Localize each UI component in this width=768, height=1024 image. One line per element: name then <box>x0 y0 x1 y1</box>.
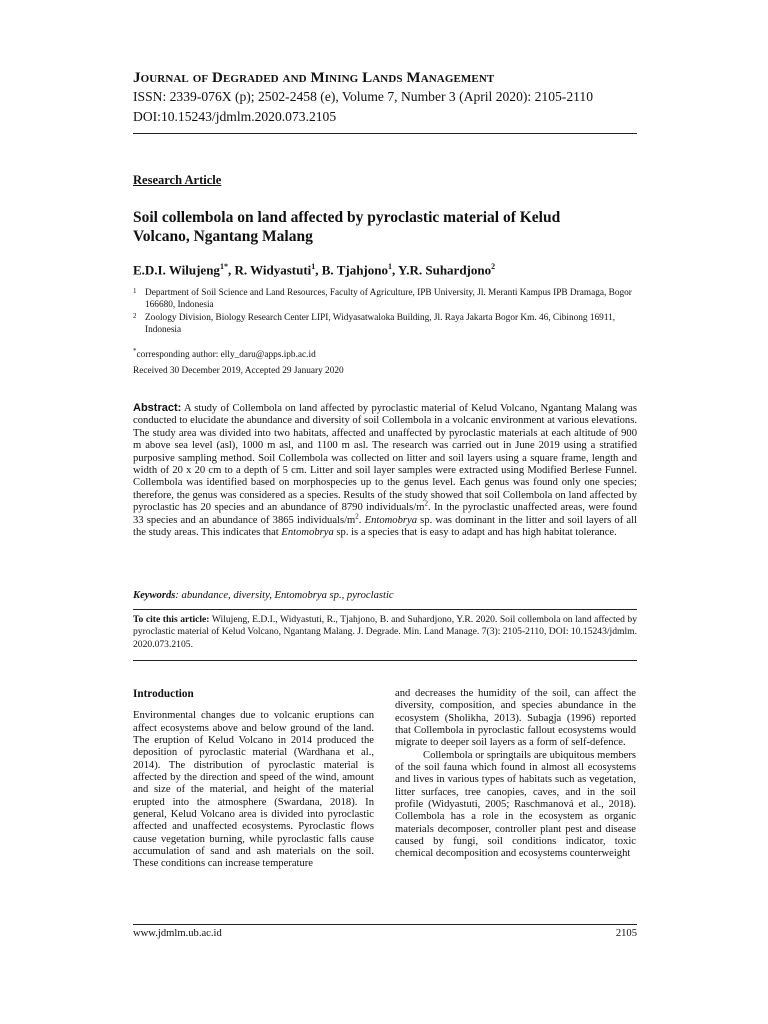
cite-bottom-rule <box>133 660 637 661</box>
corresponding-mark: * <box>133 347 137 355</box>
author-separator: , <box>315 262 322 278</box>
author-affil-mark: 1 <box>311 262 316 271</box>
abstract-text: . In the pyroclastic unaffected areas, were found 33 species and an abundance of 3865 individuals/m <box>133 502 637 526</box>
abstract <box>133 402 637 539</box>
section-heading: Introduction <box>133 688 194 700</box>
affiliation-text: Department of Soil Science and Land Resources, Faculty of Agriculture, IPB University, Jl. Meranti Kampus IPB Dramaga, Bogor 166680, Indonesia <box>145 288 632 310</box>
superscript: 2 <box>424 499 428 508</box>
affiliations <box>133 287 637 337</box>
footer-url[interactable]: www.jdmlm.ub.ac.id <box>133 928 222 939</box>
author-affil-mark: 2 <box>491 262 496 271</box>
page-number: 2105 <box>615 928 637 939</box>
received-date: Received 30 December 2019, Accepted 29 January 2020 <box>133 366 344 376</box>
article-title: Soil collembola on land affected by pyroclastic material of Kelud Volcano, Ngantang Malang <box>133 209 561 245</box>
author-name: R. Widyastuti <box>234 262 312 278</box>
affiliation-text: Zoology Division, Biology Research Center LIPI, Widyasatwaloka Building, Jl. Raya Jakarta Bogor Km. 46, Cibinong 16911, Indonesia <box>145 313 616 335</box>
affiliation-number: 1 <box>133 287 137 295</box>
left-column <box>133 688 374 871</box>
abstract-text: A study of Collembola on land affected by pyroclastic material of Kelud Volcano, Ngantang Malang was conducted to elucidate the abundance and diversity of soil Collembola in a volcanic environment at various elevations. The study area was divided into two habitats, affected and unaffected by pyroclastic materials at each altitude of 900 m above sea level (asl), 1000 m asl, and 1100 m asl. The research was carried out in June 2019 using a stratified purposive sampling method. Soil Collembola was collected on litter and soil layers using a square frame, length and width of 20 x 20 cm to a depth of 5 cm. Litter and soil layer samples were extracted using Modified Berlese Funnel. Collembola was identified based on morphospecies up to the genus level. Each genus was found only one species; therefore, the genus was considered as a species. Results of the study showed that soil Collembola on land affected by pyroclastic has 20 species and an abundance of 8790 individuals/m <box>133 403 637 514</box>
footer-rule <box>133 924 637 925</box>
author-affil-mark: 1 <box>388 262 392 271</box>
issn-line: ISSN: 2339-076X (p); 2502-2458 (e), Volume 7, Number 3 (April 2020): 2105-2110 <box>133 89 594 104</box>
genus-name: Entomobrya <box>281 527 334 539</box>
journal-name: Journal of Degraded and Mining Lands Management <box>133 70 495 86</box>
keywords-text: : abundance, diversity, Entomobrya sp., pyroclastic <box>175 590 394 601</box>
affiliation-item <box>133 312 637 336</box>
article-type: Research Article <box>133 173 222 187</box>
abstract-text: . <box>358 514 365 526</box>
body-paragraph: Environmental changes due to volcanic eruptions can affect ecosystems above and below ground of the land. The eruption of Kelud Volcano in 2014 produced the deposition of pyroclastic material (Wardhana et al., 2014). The distribution of pyroclastic material is affected by the direction and speed of the wind, amount and size of the material, and height of the material erupted into the atmosphere (Swardana, 2018). In general, Kelud Volcano area is divided into pyroclastic affected and unaffected ecosystems. Pyroclastic flows cause vegetation burning, while pyroclastic falls cause accumulation of sand and ash materials on the soil. These conditions can increase temperature <box>133 710 374 870</box>
author-affil-mark: 1* <box>219 262 228 271</box>
author-separator: , <box>227 262 235 278</box>
abstract-text: sp. was dominant in the litter and soil layers of all the study areas. This indicates that <box>133 514 638 539</box>
cite-text: Wilujeng, E.D.I., Widyastuti, R., Tjahjono, B. and Suhardjono, Y.R. 2020. Soil collembola on land affected by pyroclastic material of Kelud Volcano, Ngantang Malang. J. Degrade. Min. Land Manage. 7(3): 2105-2110, DOI: 10.15243/jdmlm. 2020.073.2105. <box>133 614 637 650</box>
body-paragraph: and decreases the humidity of the soil, can affect the diversity, composition, and species abundance in the ecosystem (Sholikha, 2013). Subagja (1996) reported that Collembola in pyroclastic fallout ecosystems would migrate to deeper soil layers as a form of self-defence. <box>395 688 636 749</box>
author-list <box>133 262 495 278</box>
genus-name: Entomobrya <box>364 514 417 526</box>
affiliation-number: 2 <box>133 312 137 320</box>
affiliation-item <box>133 287 637 311</box>
keywords-label: Keywords <box>133 590 176 601</box>
cite-label: To cite this article: <box>133 614 210 625</box>
author-separator: , <box>392 262 399 278</box>
header-rule <box>133 133 637 134</box>
superscript: 2 <box>355 512 359 521</box>
corresponding-email[interactable]: corresponding author: elly_daru@apps.ipb.ac.id <box>136 350 316 361</box>
abstract-label: Abstract: <box>133 402 182 414</box>
author-name: E.D.I. Wilujeng <box>133 262 220 278</box>
cite-top-rule <box>133 609 637 610</box>
keywords <box>133 590 637 601</box>
right-column <box>395 688 636 861</box>
citation-block <box>133 614 637 651</box>
corresponding-author <box>133 347 316 360</box>
abstract-text: sp. is a species that is easy to adapt and has high habitat tolerance. <box>333 527 617 539</box>
doi-line: DOI:10.15243/jdmlm.2020.073.2105 <box>133 109 337 124</box>
author-name: B. Tjahjono <box>321 262 388 278</box>
author-name: Y.R. Suhardjono <box>398 262 492 278</box>
body-paragraph: Collembola or springtails are ubiquitous members of the soil fauna which found in almost all ecosystems and lives in various types of habitats such as vegetation, litter surfaces, tree canopies, caves, and in the soil profile (Widyastuti, 2005; Raschmanová et al., 2018). Collembola has a role in the ecosystem as organic materials decomposer, controller plant pest and disease caused by fungi, soil conditions indicator, toxic chemical decomposition and ecosystems counterweight <box>395 749 636 860</box>
